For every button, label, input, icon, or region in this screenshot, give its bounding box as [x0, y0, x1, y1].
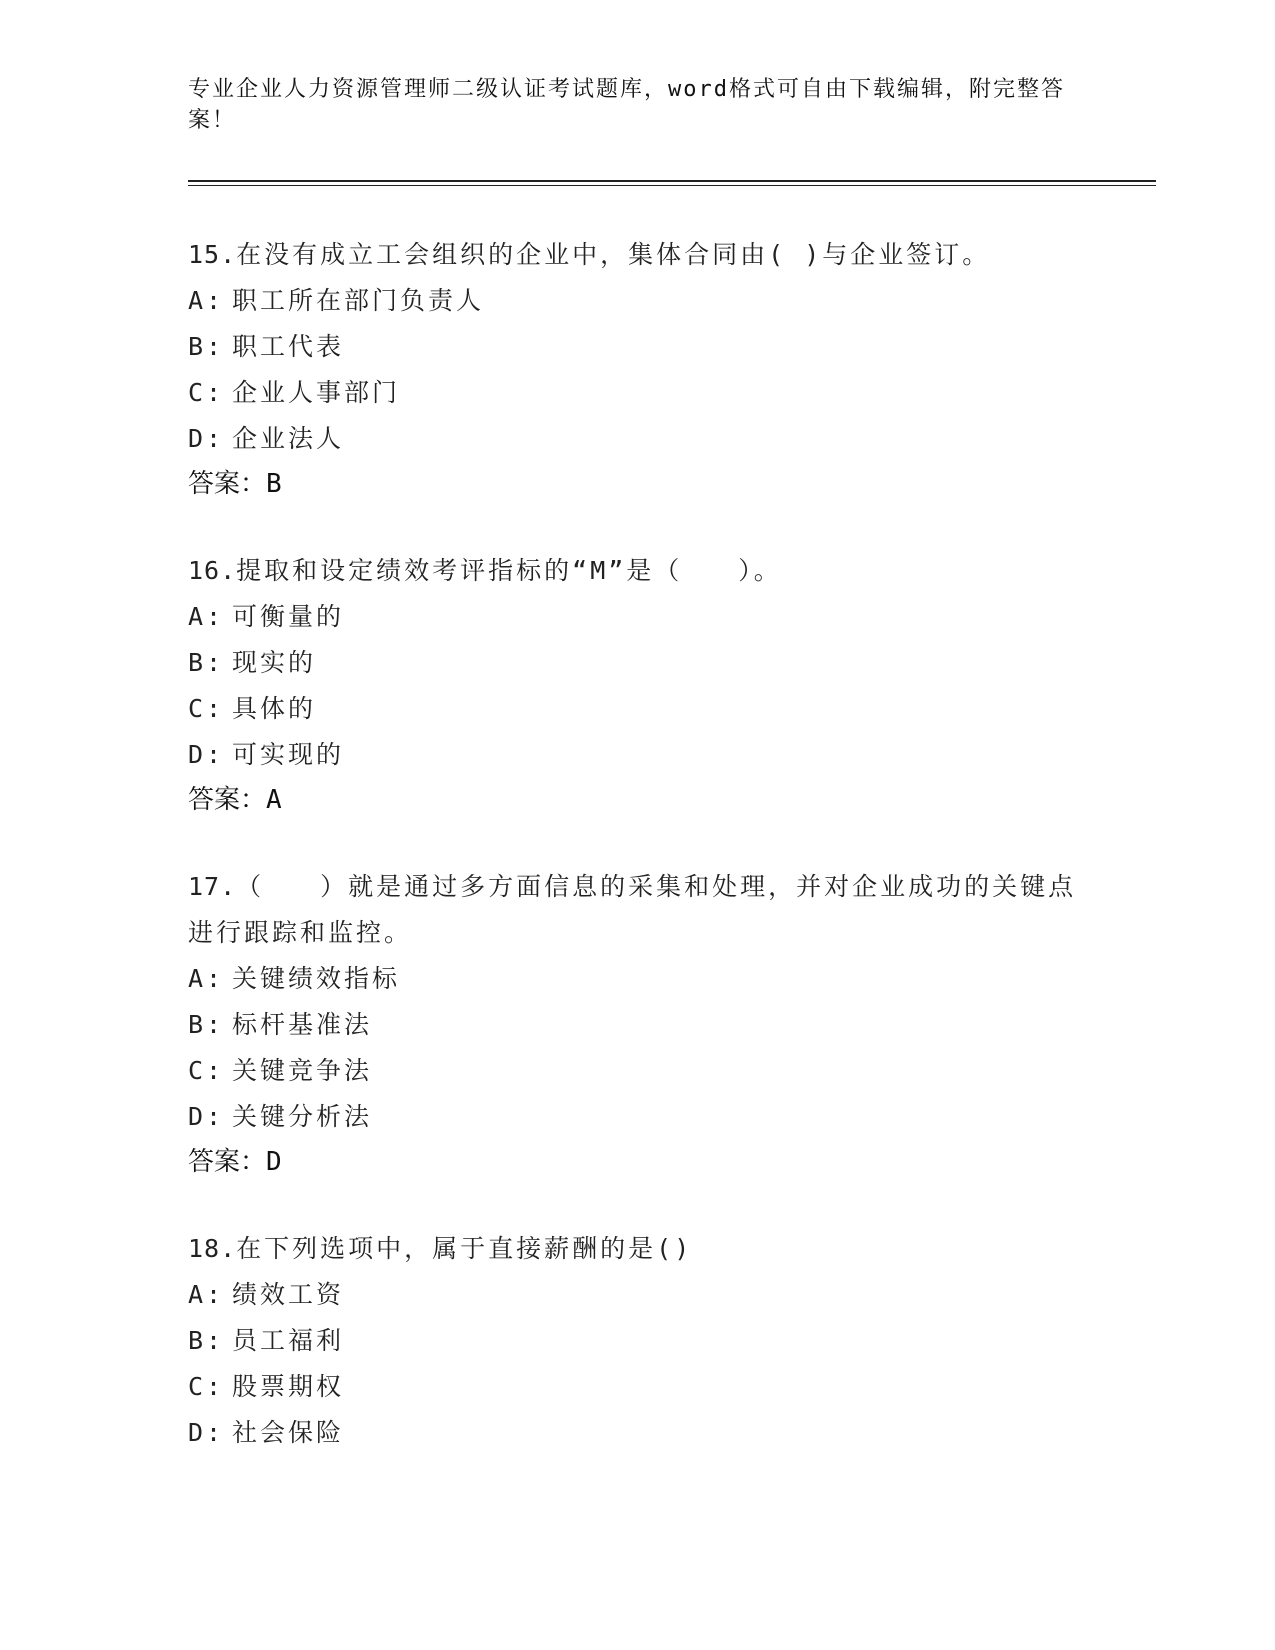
option-letter: A: — [188, 286, 225, 315]
question-list — [188, 232, 1088, 1498]
option-c — [188, 370, 1088, 416]
question-text: 在下列选项中，属于直接薪酬的是() — [236, 1234, 693, 1263]
option-a — [188, 956, 1088, 1002]
option-letter: C: — [188, 694, 225, 723]
header-divider-thick — [188, 180, 1156, 182]
option-text: 标杆基准法 — [232, 1010, 373, 1039]
option-b — [188, 324, 1088, 370]
answer-label: 答案： — [188, 1147, 267, 1177]
option-text: 关键绩效指标 — [232, 964, 401, 993]
option-text: 可衡量的 — [232, 602, 345, 631]
option-letter: D: — [188, 1418, 225, 1447]
answer-value: D — [266, 1147, 282, 1177]
option-d — [188, 732, 1088, 778]
option-text: 关键分析法 — [232, 1102, 373, 1131]
option-text: 社会保险 — [232, 1418, 345, 1447]
answer-line — [188, 1140, 1088, 1184]
option-letter: C: — [188, 378, 225, 407]
question-stem — [188, 548, 1088, 594]
option-letter: B: — [188, 648, 225, 677]
answer-line — [188, 462, 1088, 506]
question-text: （ ）就是通过多方面信息的采集和处理，并对企业成功的关键点进行跟踪和监控。 — [188, 872, 1077, 947]
option-b — [188, 640, 1088, 686]
option-text: 企业法人 — [232, 424, 345, 453]
option-b — [188, 1318, 1088, 1364]
option-text: 具体的 — [232, 694, 317, 723]
option-text: 职工所在部门负责人 — [232, 286, 485, 315]
option-text: 员工福利 — [232, 1326, 345, 1355]
question-number: 15. — [188, 240, 237, 269]
option-letter: C: — [188, 1372, 225, 1401]
question-stem — [188, 1226, 1088, 1272]
option-letter: C: — [188, 1056, 225, 1085]
option-d — [188, 416, 1088, 462]
option-text: 现实的 — [232, 648, 317, 677]
question-number: 18. — [188, 1234, 237, 1263]
option-text: 关键竞争法 — [232, 1056, 373, 1085]
question-number: 17. — [188, 872, 237, 901]
answer-line — [188, 778, 1088, 822]
question-number: 16. — [188, 556, 237, 585]
question-15 — [188, 232, 1088, 506]
answer-value: A — [266, 785, 282, 815]
option-letter: A: — [188, 964, 225, 993]
option-letter: B: — [188, 1010, 225, 1039]
option-d — [188, 1094, 1088, 1140]
option-letter: D: — [188, 424, 225, 453]
document-header: 专业企业人力资源管理师二级认证考试题库，word格式可自由下载编辑，附完整答案！ — [188, 77, 1065, 133]
question-text: 在没有成立工会组织的企业中，集体合同由( )与企业签订。 — [236, 240, 991, 269]
option-text: 股票期权 — [232, 1372, 345, 1401]
question-text: 提取和设定绩效考评指标的“M”是（ ）。 — [236, 556, 782, 585]
question-16 — [188, 548, 1088, 822]
option-text: 企业人事部门 — [232, 378, 401, 407]
option-a — [188, 1272, 1088, 1318]
option-d — [188, 1410, 1088, 1456]
answer-label: 答案： — [188, 469, 267, 499]
option-a — [188, 278, 1088, 324]
option-letter: B: — [188, 332, 225, 361]
option-letter: A: — [188, 1280, 225, 1309]
option-letter: D: — [188, 1102, 225, 1131]
option-text: 可实现的 — [232, 740, 345, 769]
option-letter: A: — [188, 602, 225, 631]
header-divider-thin — [188, 185, 1156, 186]
answer-value: B — [266, 469, 282, 499]
option-a — [188, 594, 1088, 640]
question-stem — [188, 232, 1088, 278]
option-text: 职工代表 — [232, 332, 345, 361]
option-letter: D: — [188, 740, 225, 769]
option-letter: B: — [188, 1326, 225, 1355]
question-18 — [188, 1226, 1088, 1456]
option-text: 绩效工资 — [232, 1280, 345, 1309]
option-b — [188, 1002, 1088, 1048]
option-c — [188, 686, 1088, 732]
question-stem — [188, 864, 1088, 956]
question-17 — [188, 864, 1088, 1184]
answer-label: 答案： — [188, 785, 267, 815]
option-c — [188, 1048, 1088, 1094]
option-c — [188, 1364, 1088, 1410]
